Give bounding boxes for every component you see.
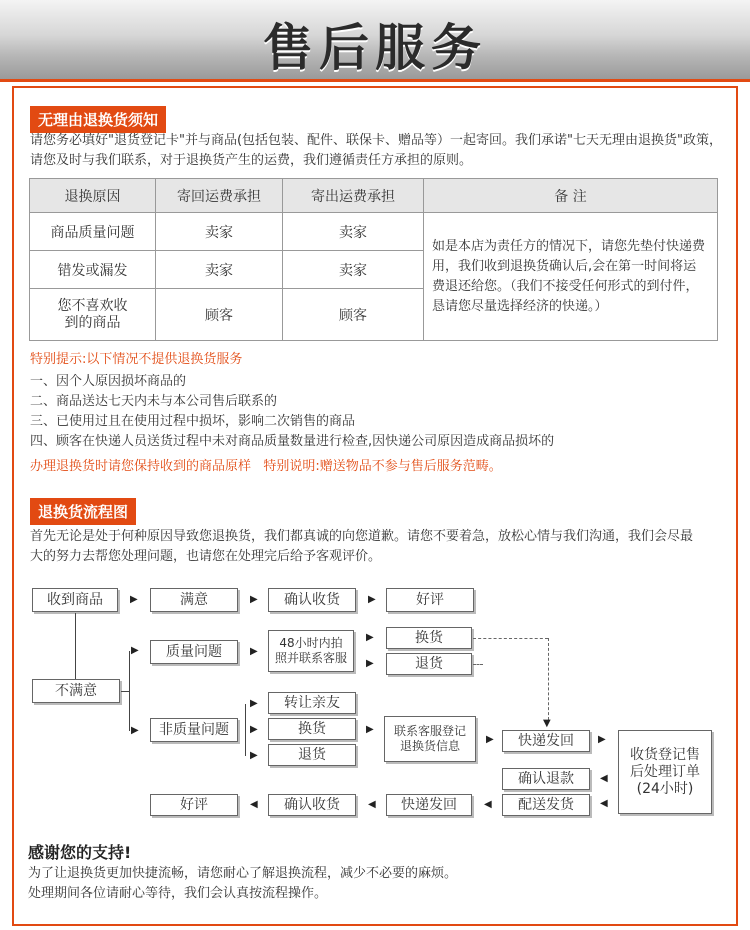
thanks-line-1: 为了让退换货更加快捷流畅，请您耐心了解退换流程，减少不必要的麻烦。 <box>28 866 458 881</box>
arrow-right-icon: ▶ <box>366 658 374 669</box>
arrow-right-icon: ▶ <box>368 594 376 605</box>
table-header: 寄回运费承担 <box>156 179 283 213</box>
flow-exchange: 换货 <box>386 627 472 649</box>
policy-section-title: 无理由退换货须知 <box>30 106 166 133</box>
table-cell: 错发或漏发 <box>30 251 156 289</box>
flow-nonquality-problem: 非质量问题 <box>150 718 238 742</box>
connector-line <box>75 613 76 679</box>
policy-intro-line-2: 请您及时与我们联系，对于退换货产生的运费，我们遵循责任方承担的原则。 <box>30 153 473 168</box>
arrow-right-icon: ▶ <box>130 594 138 605</box>
arrow-right-icon: ▶ <box>250 750 258 761</box>
special-item: 二、商品送达七天内未与本公司售后联系的 <box>30 394 278 409</box>
flow-intro-line-2: 大的努力去帮您处理问题，也请您在处理完后给予客观评价。 <box>30 549 382 564</box>
flow-exchange: 换货 <box>268 718 356 740</box>
flow-confirm-receipt: 确认收货 <box>268 794 356 816</box>
page-title: 售后服务 <box>263 19 487 77</box>
arrow-left-icon: ◀ <box>600 798 608 809</box>
flow-confirm-receipt: 确认收货 <box>268 588 356 612</box>
flow-return: 退货 <box>268 744 356 766</box>
flow-ship-back: 快递发回 <box>502 730 590 752</box>
table-cell: 卖家 <box>156 251 283 289</box>
arrow-right-icon: ▶ <box>598 734 606 745</box>
arrow-right-icon: ▶ <box>250 698 258 709</box>
arrow-right-icon: ▶ <box>366 632 374 643</box>
table-cell: 您不喜欢收到的商品 <box>30 289 156 341</box>
arrow-left-icon: ◀ <box>600 773 608 784</box>
flow-received: 收到商品 <box>32 588 118 612</box>
arrow-left-icon: ◀ <box>368 799 376 810</box>
table-header: 备 注 <box>424 179 718 213</box>
handling-note: 办理退换货时请您保持收到的商品原样 特别说明:赠送物品不参与售后服务范畴。 <box>30 459 502 474</box>
flow-deliver: 配送发货 <box>502 794 590 816</box>
table-note: 如是本店为责任方的情况下，请您先垫付快递费用，我们收到退换货确认后,会在第一时间将运费退还给您。（我们不接受任何形式的到付件，恳请您尽量选择经济的快递。） <box>424 213 718 341</box>
flow-return: 退货 <box>386 653 472 675</box>
arrow-left-icon: ◀ <box>484 799 492 810</box>
header-banner <box>0 0 750 82</box>
connector-line <box>129 651 130 731</box>
flow-transfer-friend: 转让亲友 <box>268 692 356 714</box>
arrow-left-icon: ◀ <box>250 799 258 810</box>
flow-quality-problem: 质量问题 <box>150 640 238 664</box>
arrow-right-icon: ▶ <box>250 724 258 735</box>
connector-line <box>121 691 129 692</box>
arrow-right-icon: ▶ <box>131 725 139 736</box>
arrow-right-icon: ▶ <box>250 594 258 605</box>
flow-confirm-refund: 确认退款 <box>502 768 590 790</box>
arrow-right-icon: ▶ <box>131 645 139 656</box>
arrow-right-icon: ▶ <box>366 724 374 735</box>
flow-photo-contact: 48小时内拍照并联系客服 <box>268 630 354 672</box>
special-item: 四、顾客在快递人员送货过程中未对商品质量数量进行检查,因快递公司原因造成商品损坏的 <box>30 434 555 449</box>
flow-praise: 好评 <box>386 588 474 612</box>
connector-line <box>245 704 246 756</box>
flow-satisfied: 满意 <box>150 588 238 612</box>
table-cell: 卖家 <box>283 213 424 251</box>
table-cell: 卖家 <box>156 213 283 251</box>
flow-section-title: 退换货流程图 <box>30 498 136 525</box>
flow-intro-line-1: 首先无论是处于何种原因导致您退换货，我们都真诚的向您道歉。请您不要着急，放松心情与我们沟通，我们会尽最 <box>30 529 694 544</box>
table-row <box>30 213 718 251</box>
thanks-line-2: 处理期间各位请耐心等待，我们会认真按流程操作。 <box>28 886 328 901</box>
policy-intro-line-1: 请您务必填好"退货登记卡"并与商品(包括包装、配件、联保卡、赠品等）一起寄回。我们承诺"七天无理由退换货"政策， <box>30 133 722 148</box>
flow-ship-back: 快递发回 <box>386 794 472 816</box>
flow-unsatisfied: 不满意 <box>32 679 120 703</box>
special-item: 三、已使用过且在使用过程中损坏，影响二次销售的商品 <box>30 414 356 429</box>
table-header: 退换原因 <box>30 179 156 213</box>
arrow-down-icon: ▼ <box>543 718 551 729</box>
table-cell: 顾客 <box>156 289 283 341</box>
thanks-title: 感谢您的支持! <box>28 843 132 862</box>
shipping-cost-table <box>29 178 718 341</box>
dashed-connector <box>473 638 548 639</box>
dashed-connector <box>473 664 483 665</box>
table-header: 寄出运费承担 <box>283 179 424 213</box>
table-cell: 卖家 <box>283 251 424 289</box>
flow-register-order: 收货登记售后处理订单(24小时) <box>618 730 712 814</box>
dashed-connector <box>548 638 549 720</box>
table-cell: 顾客 <box>283 289 424 341</box>
special-item: 一、因个人原因损坏商品的 <box>30 374 187 389</box>
flow-contact-service: 联系客服登记退换货信息 <box>384 716 476 762</box>
special-notice-title: 特别提示:以下情况不提供退换货服务 <box>30 352 243 367</box>
arrow-right-icon: ▶ <box>486 734 494 745</box>
table-cell: 商品质量问题 <box>30 213 156 251</box>
arrow-right-icon: ▶ <box>250 646 258 657</box>
flow-praise: 好评 <box>150 794 238 816</box>
